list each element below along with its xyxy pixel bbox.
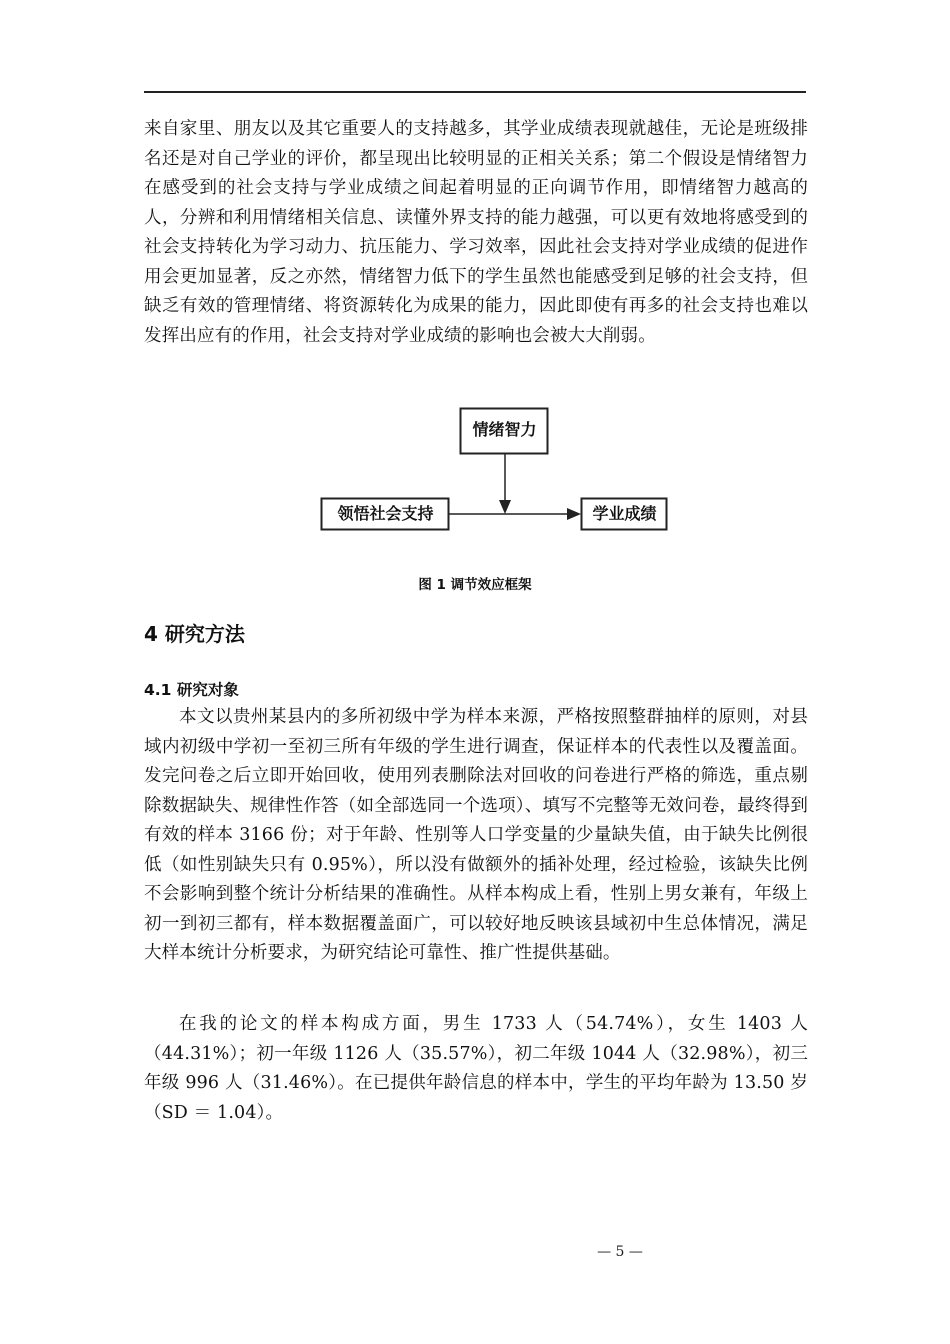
main-effect-arrowhead <box>567 508 581 520</box>
moderator-label: 情绪智力 <box>472 420 537 439</box>
body-paragraph-1: 来自家里、朋友以及其它重要人的支持越多，其学业成绩表现就越佳，无论是班级排名还是对自己学业的评价，都呈现出比较明显的正相关关系；第二个假设是情绪智力在感受到的社会支持与学业成绩之间起着明显的正向调节作用，即情绪智力越高的人，分辨和利用情绪相关信息、读懂外界支持的能力越强，可以更有效地将感受到的社会支持转化为学习动力、抗压能力、学习效率，因此社会支持对学业成绩的促进作用会更加显著，反之亦然，情绪智力低下的学生虽然也能感受到足够的社会支持，但缺乏有效的管理情绪、将资源转化为成果的能力，因此即使有再多的社会支持也难以发挥出应有的作用，社会支持对学业成绩的影响也会被大大削弱。 <box>144 119 808 346</box>
body-paragraph-3: 在我的论文的样本构成方面，男生 1733 人（54.74%），女生 1403 人（44.31%）；初一年级 1126 人（35.57%），初二年级 1044 人（32.98%），初三年级 996 人（31.46%）。在已提供年龄信息的样本中，学生的平均年龄为 13.50 岁（SD ＝ 1.04）。 <box>144 1014 808 1123</box>
moderation-arrowhead <box>499 500 511 514</box>
page-number: — 5 — <box>597 1244 643 1260</box>
independent-label: 领悟社会支持 <box>337 504 434 523</box>
moderation-diagram <box>300 405 700 545</box>
section-heading: 4 研究方法 <box>144 622 245 646</box>
subsection-heading: 4.1 研究对象 <box>144 681 239 699</box>
body-paragraph-2: 本文以贵州某县内的多所初级中学为样本来源，严格按照整群抽样的原则，对县域内初级中学初一至初三所有年级的学生进行调查，保证样本的代表性以及覆盖面。发完问卷之后立即开始回收，使用列表删除法对回收的问卷进行严格的筛选，重点剔除数据缺失、规律性作答（如全部选同一个选项）、填写不完整等无效问卷，最终得到有效的样本 3166 份；对于年龄、性别等人口学变量的少量缺失值，由于缺失比例很低（如性别缺失只有 0.95%），所以没有做额外的插补处理，经过检验，该缺失比例不会影响到整个统计分析结果的准确性。从样本构成上看，性别上男女兼有，年级上初一到初三都有，样本数据覆盖面广，可以较好地反映该县域初中生总体情况，满足大样本统计分析要求，为研究结论可靠性、推广性提供基础。 <box>144 707 808 963</box>
figure-caption: 图 1 调节效应框架 <box>418 577 532 593</box>
dependent-label: 学业成绩 <box>592 504 657 523</box>
header-rule <box>144 91 806 93</box>
